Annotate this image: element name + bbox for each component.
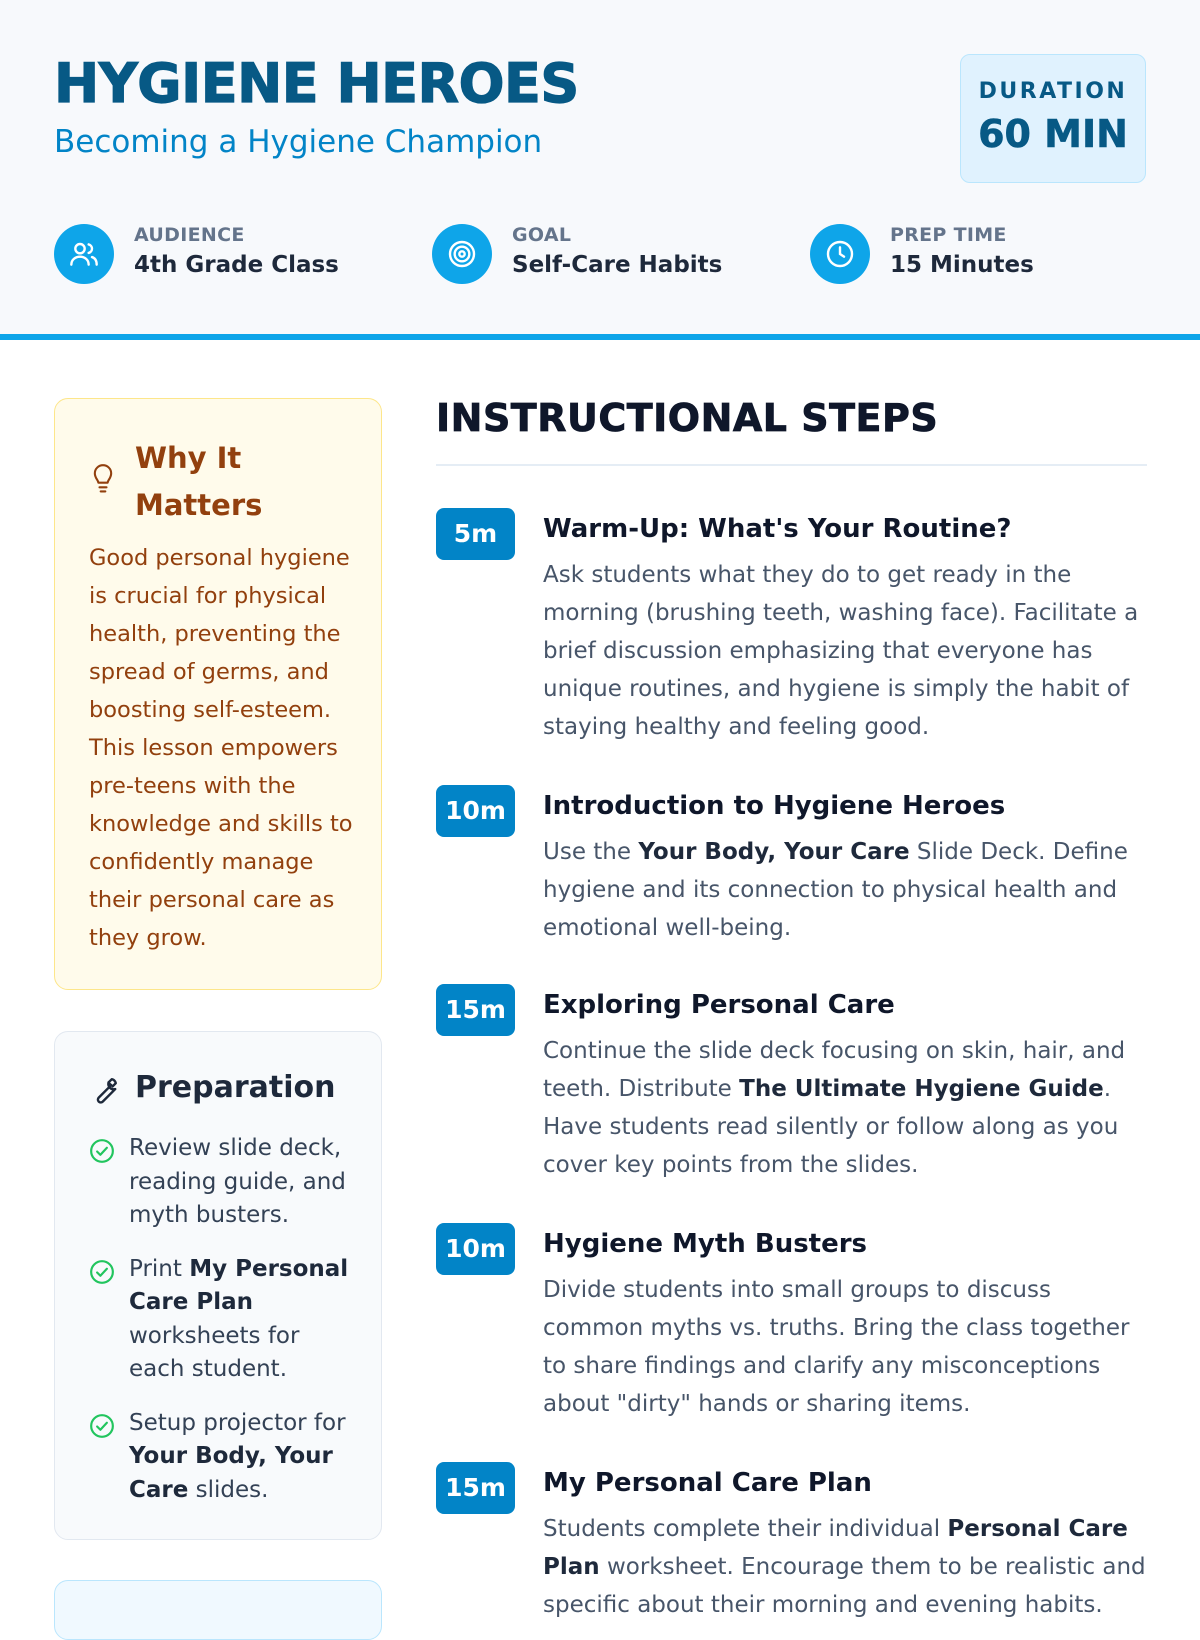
step-description: Continue the slide deck focusing on skin, hair, and teeth. Distribute The Ultimate Hygiene Guide. Have students read silently or follow along as you cover key points from the slides. bbox=[543, 1038, 1126, 1178]
lightbulb-icon bbox=[89, 461, 117, 499]
page-subtitle: Becoming a Hygiene Champion bbox=[54, 124, 543, 160]
steps-divider bbox=[436, 464, 1147, 466]
step-time-badge: 5m bbox=[436, 508, 515, 560]
step-time-badge: 10m bbox=[436, 785, 515, 837]
preparation-card bbox=[54, 1031, 382, 1540]
duration-value: 60 MIN bbox=[978, 112, 1128, 156]
step-description: Divide students into small groups to discuss common myths vs. truths. Bring the class together to share findings and clarify any misconceptions about "dirty" hands or sharing items. bbox=[543, 1277, 1130, 1417]
prep-item-text: worksheets for each student. bbox=[129, 1322, 300, 1382]
users-icon bbox=[54, 224, 114, 284]
check-circle-icon bbox=[89, 1413, 115, 1450]
meta-prep-time-value: 15 Minutes bbox=[890, 252, 1034, 278]
step-time-badge: 10m bbox=[436, 1223, 515, 1275]
duration-badge bbox=[960, 54, 1146, 183]
why-text: Good personal hygiene is crucial for physical health, preventing the spread of germs, and boosting self-esteem. This lesson empowers pre-teens with the knowledge and skills to confidently manage their personal care as they grow. bbox=[89, 545, 353, 951]
step-title: Warm-Up: What's Your Routine? bbox=[543, 514, 1012, 544]
meta-audience-value: 4th Grade Class bbox=[134, 252, 339, 278]
prep-item-bold: Your Body, Your Care bbox=[129, 1443, 333, 1503]
list-item bbox=[89, 1132, 359, 1233]
step-title: My Personal Care Plan bbox=[543, 1468, 872, 1498]
clock-icon bbox=[810, 224, 870, 284]
meta-goal-label: GOAL bbox=[512, 224, 572, 246]
prep-item-text: Print bbox=[129, 1255, 190, 1282]
wrench-icon bbox=[89, 1074, 121, 1110]
step-description: Ask students what they do to get ready in the morning (brushing teeth, washing face). Facilitate a brief discussion emphasizing that everyone has unique routines, and hygiene is simply the habit of staying healthy and feeling good. bbox=[543, 562, 1139, 740]
preparation-title: Preparation bbox=[135, 1070, 336, 1105]
step-description: Use the Your Body, Your Care Slide Deck. Define hygiene and its connection to physical health and emotional well-being. bbox=[543, 839, 1128, 941]
step-time-badge: 15m bbox=[436, 984, 515, 1036]
steps-title: INSTRUCTIONAL STEPS bbox=[436, 396, 939, 440]
page-title: HYGIENE HEROES bbox=[54, 52, 579, 115]
prep-item-text: Setup projector for bbox=[129, 1409, 346, 1436]
meta-prep-time-label: PREP TIME bbox=[890, 224, 1007, 246]
next-card bbox=[54, 1580, 382, 1640]
why-it-matters-card bbox=[54, 398, 382, 990]
step-title: Introduction to Hygiene Heroes bbox=[543, 791, 1006, 821]
prep-item-text: slides. bbox=[188, 1476, 269, 1503]
list-item bbox=[89, 1407, 359, 1508]
target-icon bbox=[432, 224, 492, 284]
prep-item-text: Review slide deck, reading guide, and myth busters. bbox=[129, 1135, 346, 1228]
prep-item-bold: My Personal Care Plan bbox=[129, 1255, 349, 1315]
step-title: Exploring Personal Care bbox=[543, 990, 895, 1020]
step-title: Hygiene Myth Busters bbox=[543, 1229, 868, 1259]
preparation-list bbox=[89, 1132, 359, 1527]
list-item bbox=[89, 1253, 359, 1387]
lesson-header bbox=[0, 0, 1200, 340]
meta-audience-label: AUDIENCE bbox=[134, 224, 245, 246]
why-title: Why It Matters bbox=[135, 441, 263, 522]
meta-goal-value: Self-Care Habits bbox=[512, 252, 723, 278]
check-circle-icon bbox=[89, 1138, 115, 1175]
duration-label: DURATION bbox=[978, 79, 1128, 104]
step-description: Students complete their individual Personal Care Plan worksheet. Encourage them to be realistic and specific about their morning and evening habits. bbox=[543, 1516, 1146, 1618]
check-circle-icon bbox=[89, 1259, 115, 1296]
step-time-badge: 15m bbox=[436, 1462, 515, 1514]
